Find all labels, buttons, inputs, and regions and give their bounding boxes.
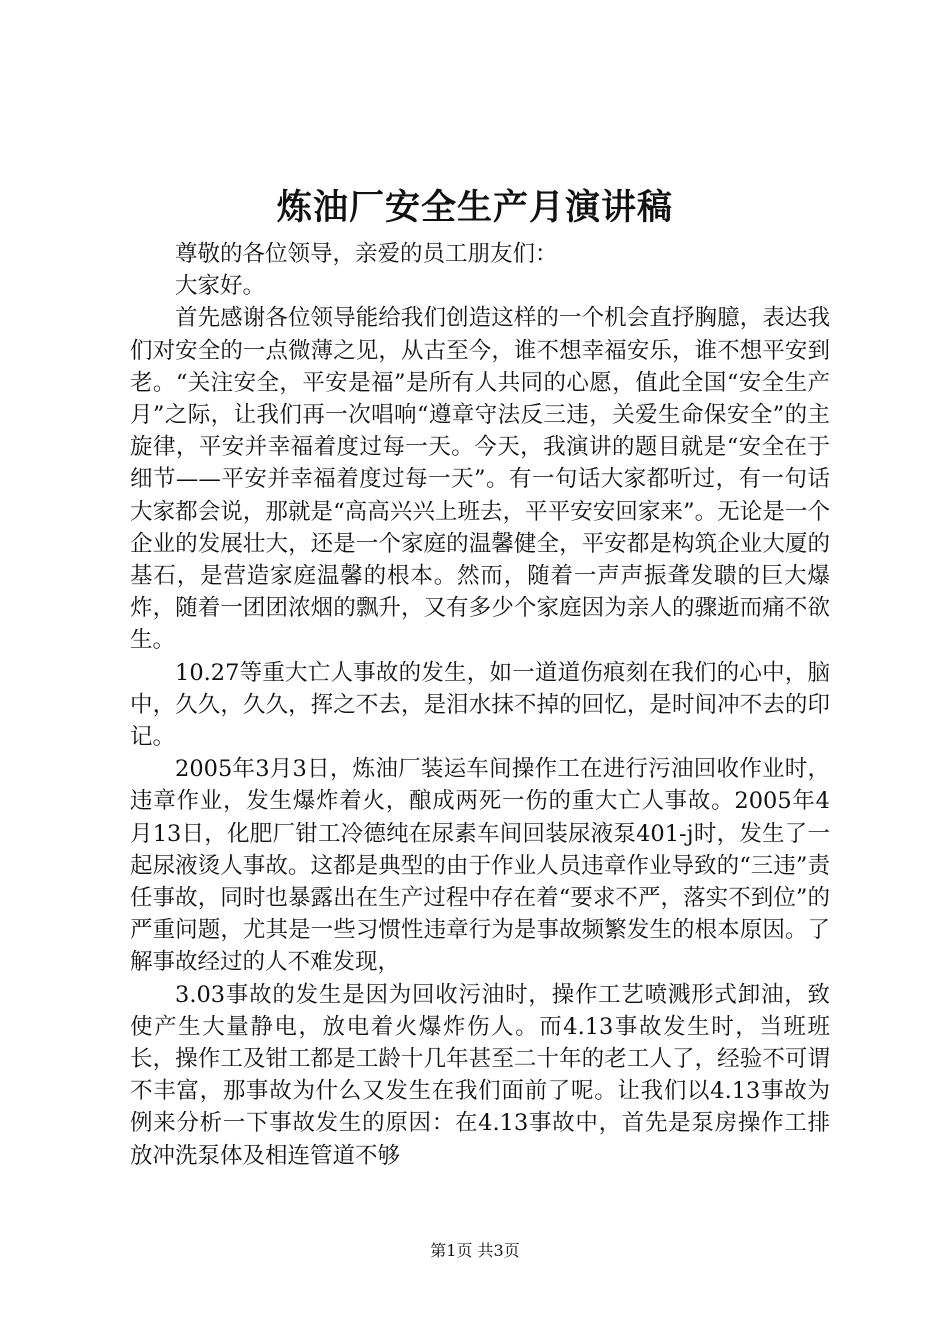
intro-paragraph: 首先感谢各位领导能给我们创造这样的一个机会直抒胸臆，表达我们对安全的一点微薄之见，从古至今，谁不想幸福安乐，谁不想平安到老。“关注安全，平安是福”是所有人共同的心愿，值此全国“安全生产月”之际，让我们再一次唱响“遵章守法反三违，关爱生命保安全”的主旋律，平安并幸福着度过每一天。今天，我演讲的题目就是“安全在于细节——平安并幸福着度过每一天”。有一句话大家都听过，有一句话大家都会说，那就是“高高兴兴上班去，平平安安回家来”。无论是一个企业的发展壮大，还是一个家庭的温馨健全，平安都是构筑企业大厦的基石，是营造家庭温馨的根本。然而，随着一声声振聋发聩的巨大爆炸，随着一团团浓烟的飘升，又有多少个家庭因为亲人的骤逝而痛不欲生。 — [130, 305, 830, 654]
accident-cases-paragraph: 2005年3月3日，炼油厂装运车间操作工在进行污油回收作业时，违章作业，发生爆炸着火，酿成两死一伤的重大亡人事故。2005年4月13日，化肥厂钳工冷德纯在尿素车间回装尿液泵401-j时，发生了一起尿液烫人事故。这都是典型的由于作业人员违章作业导致的“三违”责任事故，同时也暴露出在生产过程中存在着“要求不严，落实不到位”的严重问题，尤其是一些习惯性违章行为是事故频繁发生的根本原因。了解事故经过的人不难发现， — [130, 756, 830, 976]
greeting-paragraph: 大家好。 — [175, 273, 266, 300]
page-number-footer: 第1页 共3页 — [430, 1241, 520, 1260]
accident-memory-paragraph: 10.27等重大亡人事故的发生，如一道道伤痕刻在我们的心中，脑中，久久，久久，挥之不去，是泪水抹不掉的回忆，是时间冲不去的印记。 — [130, 659, 830, 751]
document-body — [130, 238, 830, 1172]
salutation-paragraph: 尊敬的各位领导，亲爱的员工朋友们： — [175, 241, 558, 267]
accident-analysis-paragraph: 3.03事故的发生是因为回收污油时，操作工艺喷溅形式卸油，致使产生大量静电，放电着火爆炸伤人。而4.13事故发生时，当班班长，操作工及钳工都是工龄十几年甚至二十年的老工人了，经验不可谓不丰富，那事故为什么又发生在我们面前了呢。让我们以4.13事故为例来分析一下事故发生的原因：在4.13事故中，首先是泵房操作工排放冲洗泵体及相连管道不够 — [130, 981, 830, 1169]
document-title: 炼油厂安全生产月演讲稿 — [276, 187, 673, 228]
